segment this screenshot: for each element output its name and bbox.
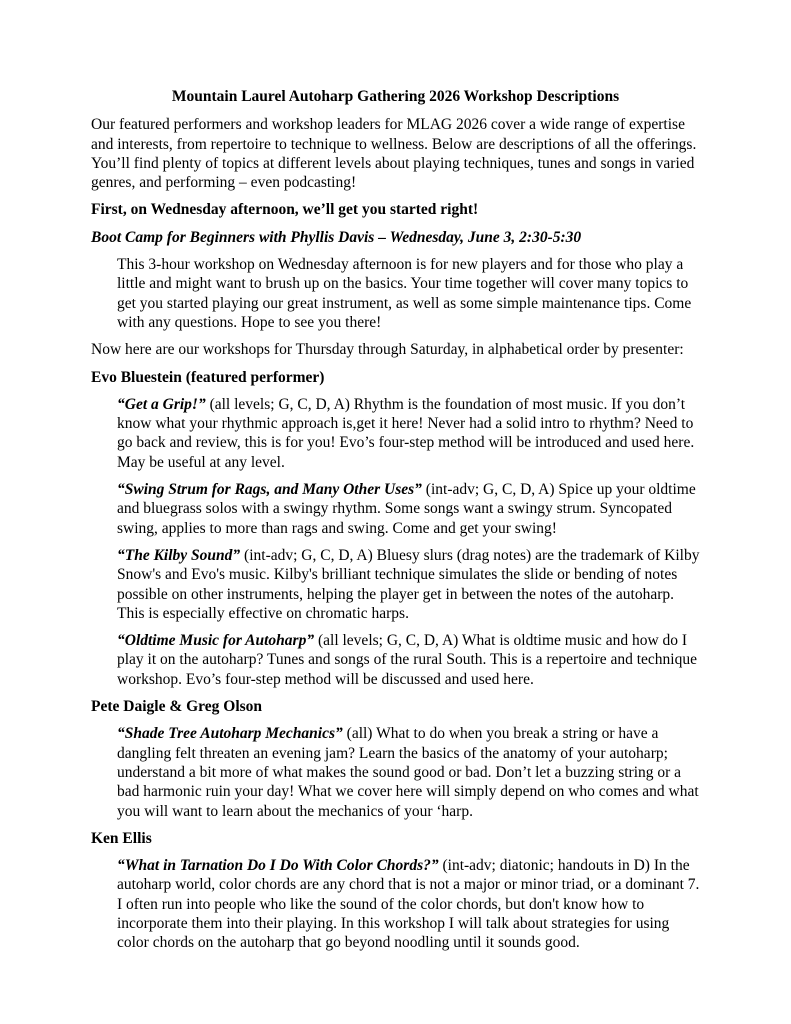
workshop-paragraph-oldtime-music [117, 631, 700, 689]
workshop-title: “What in Tarnation Do I Do With Color Chords?” [117, 857, 439, 875]
workshop-description: (all) What to do when you break a string or have a dangling felt threaten an evening jam? Learn the basics of the anatomy of your autoharp; understand a bit more of what makes the sound good or bad. Don’t let a buzzing string or a bad harmonic ruin your day! What we cover here will simply depend on who comes and what you will want to learn about the mechanics of your ‘harp. [117, 725, 699, 820]
workshop-paragraph-get-a-grip [117, 395, 700, 472]
workshop-title: “The Kilby Sound” [117, 546, 241, 564]
presenter-name-pete-daigle-greg-olson: Pete Daigle & Greg Olson [91, 698, 263, 716]
workshop-paragraph-kilby-sound [117, 546, 700, 623]
workshop-description: (all levels; G, C, D, A) Rhythm is the foundation of most music. If you don’t know what your rhythmic approach is,get it here! Never had a solid intro to rhythm? Need to go back and review, this is for you! Evo’s four-step method will be introduced and used here. May be useful at any level. [117, 395, 695, 471]
presenter-name-evo-bluestein: Evo Bluestein (featured performer) [91, 368, 325, 386]
alphabetical-note: Now here are our workshops for Thursday through Saturday, in alphabetical order by presenter: [91, 341, 684, 359]
bootcamp-title: Boot Camp for Beginners with Phyllis Davis – Wednesday, June 3, 2:30-5:30 [91, 228, 582, 246]
intro-paragraph: Our featured performers and workshop leaders for MLAG 2026 cover a wide range of expertise and interests, from repertoire to technique to wellness. Below are descriptions of all the offerings. You’ll find plenty of topics at different levels about playing techniques, tunes and songs in varied genres, and performing – even podcasting! [91, 116, 697, 192]
workshop-paragraph-color-chords [117, 856, 700, 952]
bootcamp-description: This 3-hour workshop on Wednesday afternoon is for new players and for those who play a little and might want to brush up on the basics. Your time together will cover many topics to get you started playing our great instrument, as well as some simple maintenance tips. Come with any questions. Hope to see you there! [117, 256, 692, 331]
presenter-name-ken-ellis: Ken Ellis [91, 829, 152, 847]
workshop-description: (int-adv; diatonic; handouts in D) In the autoharp world, color chords are any chord that is not a major or minor triad, or a dominant 7. I often run into people who like the sound of the color chords, but don't know how to incorporate them into their playing. In this workshop I will talk about strategies for using color chords on the autoharp that go beyond noodling until it sounds good. [117, 857, 700, 952]
wednesday-header: First, on Wednesday afternoon, we’ll get you started right! [91, 201, 479, 219]
workshop-title: “Oldtime Music for Autoharp” [117, 632, 315, 650]
workshop-title: “Shade Tree Autoharp Mechanics” [117, 725, 343, 743]
document-title: Mountain Laurel Autoharp Gathering 2026 Workshop Descriptions [171, 88, 620, 105]
workshop-title: “Swing Strum for Rags, and Many Other Uses” [117, 481, 422, 499]
workshop-paragraph-shade-tree [117, 724, 700, 820]
workshop-description: (all levels; G, C, D, A) What is oldtime music and how do I play it on the autoharp? Tunes and songs of the rural South. This is a repertoire and technique workshop. Evo’s four-step method will be discussed and used here. [117, 632, 697, 688]
workshop-title: “Get a Grip!” [117, 395, 206, 413]
workshop-description: (int-adv; G, C, D, A) Spice up your oldtime and bluegrass solos with a swingy rhythm. Some songs want a swingy strum. Syncopated swing, applies to more than rags and swing. Come and get your swing! [117, 481, 696, 537]
workshop-paragraph-swing-strum [117, 480, 700, 538]
workshop-description: (int-adv; G, C, D, A) Bluesy slurs (drag notes) are the trademark of Kilby Snow's and Evo's music. Kilby's brilliant technique simulates the slide or bending of notes possible on other instruments, helping the player get in between the notes of the autoharp. This is especially effective on chromatic harps. [117, 546, 700, 622]
